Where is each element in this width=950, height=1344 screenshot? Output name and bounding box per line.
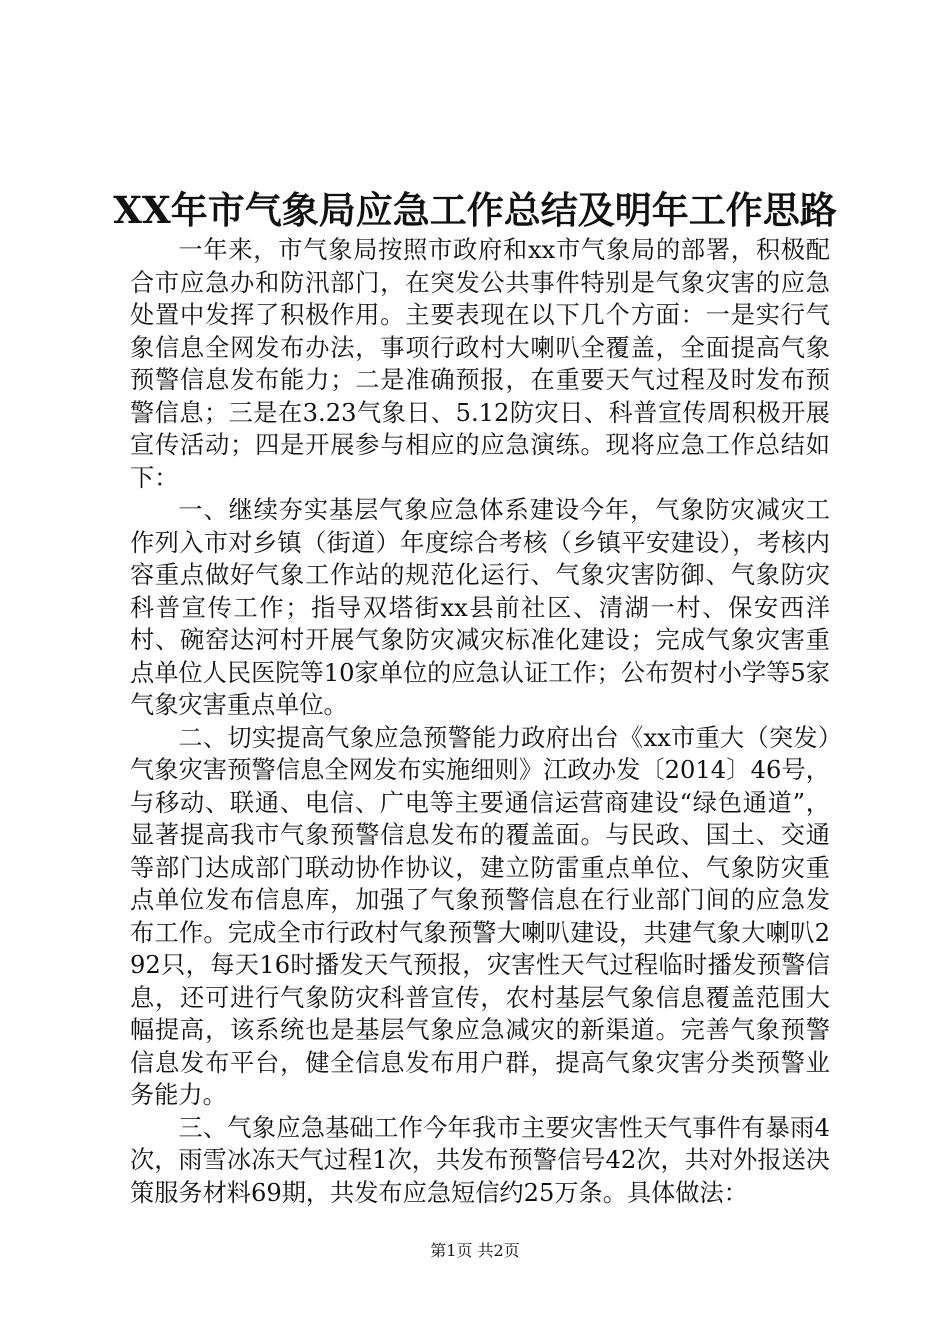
document-title: XX年市气象局应急工作总结及明年工作思路 [113,188,837,232]
paragraph-section-3: 三、气象应急基础工作今年我市主要灾害性天气事件有暴雨4次，雨雪冰冻天气过程1次，共发布预警信号42次，共对外报送决策服务材料69期，共发布应急短信约25万条。具体做法： [130,1113,830,1207]
paragraph-intro: 一年来，市气象局按照市政府和xx市气象局的部署，积极配合市应急办和防汛部门，在突发公共事件特别是气象灾害的应急处置中发挥了积极作用。主要表现在以下几个方面：一是实行气象信息全网发布办法，事项行政村大喇叭全覆盖，全面提高气象预警信息发布能力；二是准确预报，在重要天气过程及时发布预警信息；三是在3.23气象日、5.12防灾日、科普宣传周积极开展宣传活动；四是开展参与相应的应急演练。现将应急工作总结如下： [130,236,830,492]
paragraph-section-2: 二、切实提高气象应急预警能力政府出台《xx市重大（突发）气象灾害预警信息全网发布实施细则》江政办发〔2014〕46号，与移动、联通、电信、广电等主要通信运营商建设“绿色通道”，显著提高我市气象预警信息发布的覆盖面。与民政、国土、交通等部门达成部门联动协作协议，建立防雷重点单位、气象防灾重点单位发布信息库，加强了气象预警信息在行业部门间的应急发布工作。完成全市行政村气象预警大喇叭建设，共建气象大喇叭292只，每天16时播发天气预报，灾害性天气过程临时播发预警信息，还可进行气象防灾科普宣传，农村基层气象信息覆盖范围大幅提高，该系统也是基层气象应急减灾的新渠道。完善气象预警信息发布平台，健全信息发布用户群，提高气象灾害分类预警业务能力。 [130,723,830,1109]
document-body [130,234,830,1209]
paragraph-section-1: 一、继续夯实基层气象应急体系建设今年，气象防灾减灾工作列入市对乡镇（街道）年度综合考核（乡镇平安建设），考核内容重点做好气象工作站的规范化运行、气象灾害防御、气象防灾科普宣传工作；指导双塔街xx县前社区、清湖一村、保安西洋村、碗窑达河村开展气象防灾减灾标准化建设；完成气象灾害重点单位人民医院等10家单位的应急认证工作；公布贺村小学等5家气象灾害重点单位。 [130,496,830,719]
page-number-footer: 第1页 共2页 [430,1241,520,1260]
